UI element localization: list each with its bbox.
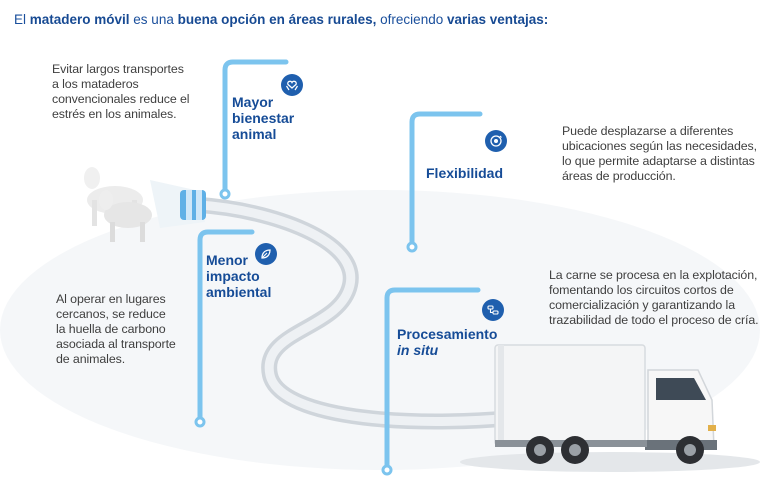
- benefit-title-environmental-impact: Menor impacto ambiental: [206, 252, 272, 300]
- benefit-description-animal-welfare: Evitar largos transportes a los mataderos convencionales reduce el estrés en los animales.: [52, 62, 190, 121]
- benefit-title-in-situ-italic: in situ: [397, 342, 439, 358]
- benefit-title-flexibility: Flexibilidad: [426, 165, 504, 181]
- headline-emphasis-3: varias ventajas:: [446, 12, 549, 27]
- headline-emphasis-1: matadero móvil: [29, 12, 130, 27]
- hands-heart-icon: [281, 74, 303, 96]
- headline: El matadero móvil es una buena opción en áreas rurales, ofreciendo varias ventajas:: [14, 12, 549, 27]
- benefit-title-in-situ-processing: Procesamiento in situ: [397, 326, 498, 358]
- target-rotate-icon: [485, 130, 507, 152]
- leaf-icon: [255, 243, 277, 265]
- benefit-description-environmental-impact: Al operar en lugares cercanos, se reduce la huella de carbono asociada al transporte de animales.: [56, 292, 176, 366]
- benefit-description-in-situ-processing: La carne se procesa en la explotación, fomentando los circuitos cortos de comercialización y garantizando la trazabilidad de todo el proceso de cría.: [549, 268, 759, 327]
- benefit-title-animal-welfare: Mayor bienestar animal: [232, 94, 295, 142]
- benefit-description-flexibility: Puede desplazarse a diferentes ubicaciones según las necesidades, lo que permite adaptarse a distintas áreas de producción.: [562, 124, 757, 183]
- headline-emphasis-2: buena opción en áreas rurales,: [177, 12, 377, 27]
- process-flow-icon: [482, 299, 504, 321]
